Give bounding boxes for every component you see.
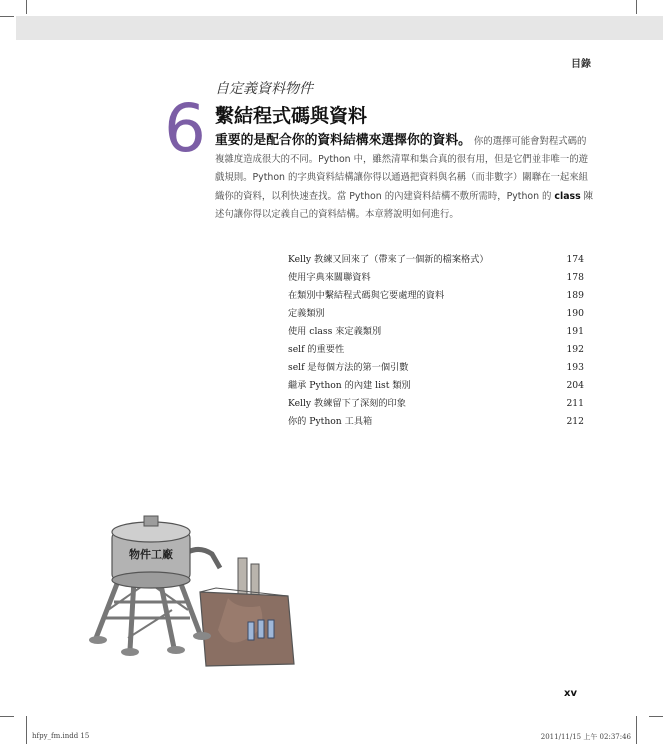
toc-entry-page: 190 [566, 308, 584, 319]
toc-entry-title: 在類別中繫結程式碼與它要處理的資料 [288, 290, 445, 301]
toc-entry[interactable] [288, 306, 584, 324]
print-slug-timestamp: 2011/11/15 上午 02:37:46 [540, 733, 631, 741]
toc-entry[interactable] [288, 378, 584, 396]
toc-entry-title: Kelly 教練留下了深刻的印象 [288, 398, 406, 409]
intro-lead: 重要的是配合你的資料結構來選擇你的資料。 [215, 133, 471, 148]
intro-text: 陳述句讓你得以定義自己的資料結構。本章將說明如何進行。 [215, 190, 594, 220]
crop-mark [26, 0, 27, 14]
chapter-subtitle: 自定義資料物件 [215, 81, 313, 97]
crop-mark [26, 716, 27, 744]
toc-entry[interactable] [288, 414, 584, 432]
chapter-intro [215, 132, 595, 224]
toc-entry-page: 178 [566, 272, 584, 283]
chapter-number: 6 [164, 90, 206, 167]
toc-entry-title: Kelly 教練又回來了（帶來了一個新的檔案格式） [288, 254, 489, 265]
intro-text: 你的選擇可能會對程式碼的複雜度造成很大的不同。Python 中，雖然清單和集合真的很有用，但是它們並非唯一的遊戲規則。Python 的字典資料結構讓你得以通過把資料與名稱（而非數字）關聯在一起來組織你的資料，以利快速查找。當 Python 的內建資料結構不敷所需時，Python 的 [215, 136, 588, 202]
toc-entry[interactable] [288, 360, 584, 378]
toc-entry-page: 174 [566, 254, 584, 265]
intro-keyword: class [554, 190, 581, 202]
factory-building [200, 558, 294, 666]
crop-mark [0, 16, 14, 17]
toc-entry-page: 204 [566, 380, 584, 391]
page-number: xv [564, 688, 577, 699]
toc-entry-page: 189 [566, 290, 584, 301]
toc-entry[interactable] [288, 342, 584, 360]
toc-entry-title: 定義類別 [288, 308, 325, 319]
toc-entry-page: 191 [566, 326, 584, 337]
crop-mark [636, 0, 637, 14]
factory-label: 物件工廠 [129, 548, 173, 561]
table-of-contents [288, 252, 584, 432]
crop-mark [636, 716, 637, 744]
pipe [188, 549, 220, 568]
crop-mark [649, 716, 663, 717]
header-bar [16, 16, 663, 40]
toc-entry-page: 211 [566, 398, 584, 409]
toc-entry[interactable] [288, 396, 584, 414]
object-factory-illustration [88, 510, 308, 670]
toc-entry-title: self 是每個方法的第一個引數 [288, 362, 409, 373]
toc-entry-page: 212 [566, 416, 584, 427]
section-label: 目錄 [571, 59, 591, 70]
toc-entry[interactable] [288, 252, 584, 270]
toc-entry-title: 你的 Python 工具箱 [288, 416, 373, 427]
print-slug-filename: hfpy_fm.indd 15 [32, 732, 90, 740]
toc-entry-title: self 的重要性 [288, 344, 345, 355]
toc-entry[interactable] [288, 270, 584, 288]
toc-entry-title: 使用 class 來定義類別 [288, 326, 382, 337]
toc-entry[interactable] [288, 288, 584, 306]
chapter-title: 繫結程式碼與資料 [215, 105, 368, 127]
toc-entry-title: 繼承 Python 的內建 list 類別 [288, 380, 411, 391]
tank [112, 516, 190, 588]
toc-entry-page: 193 [566, 362, 584, 373]
toc-entry[interactable] [288, 324, 584, 342]
crop-mark [0, 716, 14, 717]
toc-entry-page: 192 [566, 344, 584, 355]
toc-entry-title: 使用字典來關聯資料 [288, 272, 371, 283]
